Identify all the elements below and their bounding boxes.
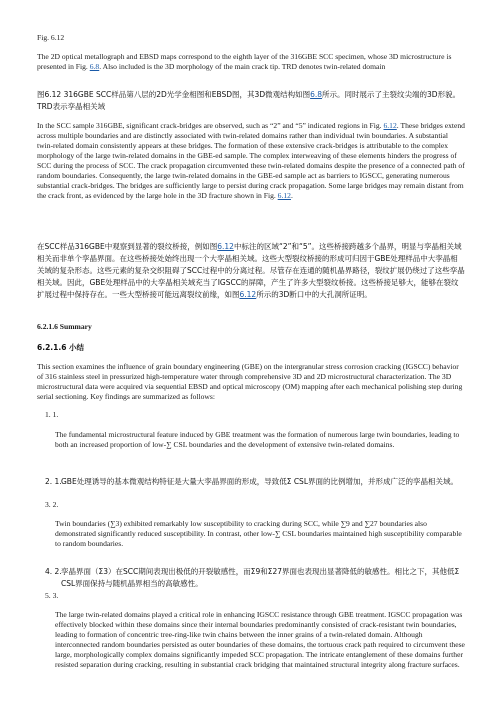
section-heading-en: 6.2.1.6 Summary	[37, 322, 92, 331]
figure-caption-cn: 图6.12 316GBE SCC样品第八层的2D光学金相图和EBSD图，其3D微观结构如图6.8所示。同时展示了主裂纹尖端的3D形貌。TRD表示孪晶相关域	[37, 90, 461, 111]
figure-caption-en: The 2D optical metallograph and EBSD maps correspond to the eighth layer of the 316GBE SCC specimen, whose 3D microstructure is presented in Fig. 6.8. Also included is the 3D morphology of the main crack tip. TRD denotes twin-related domain	[37, 52, 452, 71]
list-item-text: Twin boundaries (∑3) exhibited remarkably low susceptibility to cracking during SCC, while ∑9 and ∑27 boundaries also demonstrated significantly reduced susceptibility. In contrast, other low-∑ CSL boundaries maintained high susceptibility comparable to random boundaries.	[55, 519, 462, 548]
paragraph-cn: 在SCC样品316GBE中观察到显著的裂纹桥接，例如图6.12中标注的区域“2”和“5”。这些桥接跨越多个晶界，明显与孪晶相关域相关而非单个孪晶界面。在这些桥接处始终出现一个大孪晶相关域。这些大型裂纹桥接的形成可归因于GBE处理样品中大孪晶相关域的复杂形态。这些元素的复杂交织阻碍了SCC过程中的分离过程。尽管存在连通的随机晶界路径，裂纹扩展仍绕过了这些孪晶相关域。因此，GBE处理样品中的大孪晶相关域充当了IGSCC的屏障，产生了许多大型裂纹桥接。这些桥接足够大，能够在裂纹扩展过程中保持存在。一些大型桥接可能远离裂纹前缘，如图6.12所示的3D断口中的大孔洞所证明。	[37, 242, 465, 299]
list-item-number: 2. 1.	[45, 477, 62, 486]
list-item-number: 5. 3.	[45, 591, 59, 600]
figure-link[interactable]: 6.12	[383, 121, 397, 130]
list-item-number: 4. 2.	[45, 567, 62, 576]
section-heading-cn: 6.2.1.6 小结	[37, 343, 85, 352]
summary-intro: This section examines the influence of grain boundary engineering (GBE) on the intergranular stress corrosion cracking (IGSCC) behavior of 316 stainless steel in pressurized high-temperature water through comprehensive 3D and 2D microstructural characterization. The 3D microstructural data were acquired via sequential EBSD and optical microscopy (OM) mapping after each mechanical polishing step during serial sectioning. Key findings are summarized as follows:	[37, 362, 463, 401]
paragraph-en: In the SCC sample 316GBE, significant crack-bridges are observed, such as “2” and “5” indicated regions in Fig. 6.12. These bridges extend across multiple boundaries and are distinctly associated with twin-related domains rather than individual twin boundaries. A substantial twin-related domain consistently appears at these bridges. The formation of these extensive crack-bridges is attributable to the complex morphology of the large twin-related domains in the GBE-ed sample. The complex interweaving of these elements hinders the progress of SCC during the process of SCC. The crack propagation circumvented these twin-related domains despite the presence of a connected path of random boundaries. Consequently, the large twin-related domains in the GBE-ed sample act as barriers to IGSCC, generating numerous substantial crack-bridges. The bridges are sufficiently large to persist during crack propagation. Some large bridges may remain distant from the crack front, as evidenced by the large hole in the 3D fracture shown in Fig. 6.12.	[37, 121, 465, 200]
list-item-number: 3. 2.	[45, 500, 59, 509]
figure-link[interactable]: 6.12	[217, 242, 234, 251]
list-item-number: 1. 1.	[45, 410, 59, 419]
figure-link[interactable]: 6.8	[310, 90, 323, 99]
figure-link[interactable]: 6.12	[239, 290, 257, 299]
list-item-text: GBE处理诱导的基本微观结构特征是大量大孪晶界面的形成，导致低Σ CSL界面的比例增加，并形成广泛的孪晶相关域。	[61, 477, 458, 486]
list-item-text: The fundamental microstructural feature induced by GBE treatment was the formation of numerous large twin boundaries, leading to both an increased proportion of low-∑ CSL boundaries and the development of extensive twin-related domains.	[55, 430, 460, 449]
list-item-text: The large twin-related domains played a critical role in enhancing IGSCC resistance through GBE treatment. IGSCC propagation was effectively blocked within these domains since their internal boundaries predominantly consisted of crack-resistant twin boundaries, leading to formation of concentric tree-ring-like twin chains between the inner grains of a twin-related domain. Although interconnected random boundaries persisted as outer boundaries of these domains, the tortuous crack path required to circumvent these large, morphologically complex domains significantly impeded SCC propagation. The intricate entanglement of these domains further resisted separation during cracking, resulting in substantial crack bridging that maintained structural integrity along fracture surfaces.	[55, 610, 465, 669]
figure-link[interactable]: 6.8	[89, 62, 100, 71]
list-item-text: 孪晶界面（Σ3）在SCC期间表现出极低的开裂敏感性，而Σ9和Σ27界面也表现出显著降低的敏感性。相比之下，其他低Σ CSL界面保持与随机晶界相当的高敏感性。	[61, 567, 460, 588]
figure-label: Fig. 6.12	[37, 33, 65, 42]
figure-link[interactable]: 6.12	[277, 191, 291, 200]
